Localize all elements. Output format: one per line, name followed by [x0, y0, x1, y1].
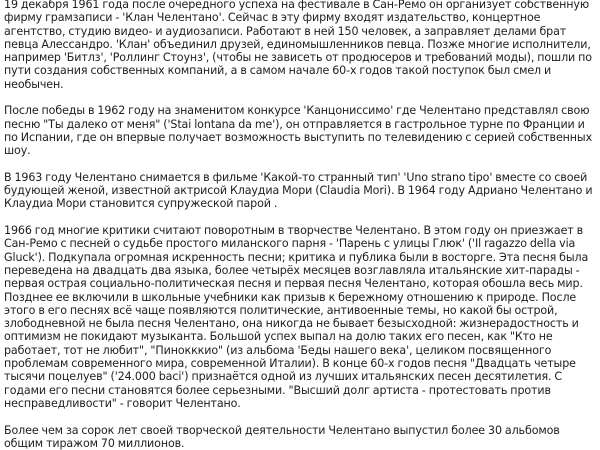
paragraph-film-and-marriage: В 1963 году Челентано снимается в фильме 'Какой-то странный тип' 'Uno strano tipo' вместе со своей будующей женой, известной актрисой Клаудиа Мори (Claudia Mori). В 1964 году Адриано Челентано и Клаудиа Мори становится супружеской парой .	[4, 171, 598, 211]
paragraph-discography-summary: Более чем за сорок лет своей творческой деятельности Челентано выпустил более 30 альбомов общим тиражом 70 миллионов.	[4, 424, 598, 450]
paragraph-1966-turning-point: 1966 год многие критики считают поворотным в творчестве Челентано. В этом году он приезжает в Сан-Ремо с песней о судьбе простого миланского парня - 'Парень с улицы Глюк' ('Il ragazzo della via Gluck'). Подкупала огромная искренность песни; критика и публика были в восторге. Эта песня была переведена на двадцать два языка, более четырёх месяцев возглавляла итальянские хит-парады - первая острая социально-политическая песня и первая песня Челентано, которая обошла весь мир. Позднее ее включили в школьные учебники как призыв к бережному отношению к природе. После этого в его песнях всё чаще появляются политические, антивоенные темы, но какой бы острой, злободневной не была песня Челентано, она никогда не бывает безысходной: жизнерадостность и оптимизм не покидают музыканта. Большой успех выпал на долю таких его песен, как "Кто не работает, тот не любит", "Пинокккио" (из альбома 'Беды нашего века', целиком посвященного проблемам современного мира, современной Италии). В конце 60-х годов песня "Двадцать четыре тысячи поцелуев" ('24.000 baci') признаётся одной из лучших итальянских песен десятилетия. С годами его песни становятся более серьезными. "Высший долг артиста - протестовать против несправедливости" - говорит Челентано.	[4, 224, 598, 410]
paragraph-cantonissimo-victory: После победы в 1962 году на знаменитом конкурсе 'Канцониссимо' где Челентано представлял свою песню "Ты далеко от меня" ('Stai lontana da me'), он отправляется в гастрольное турне по Франции и по Испании, где он впервые получает возможность выступить по телевидению с серией собственных шоу.	[4, 104, 598, 157]
paragraph-clan-founding: 19 декабря 1961 года после очередного успеха на фестивале в Сан-Ремо он организует собственную фирму грамзаписи - 'Клан Челентано'. Сейчас в эту фирму входят издательство, концертное агентство, студию видео- и аудиозаписи. Работают в ней 150 человек, а заправляет делами брат певца Алессандро. 'Клан' объединил друзей, единомышленников певца. Позже многие исполнители, например 'Битлз', 'Роллинг Стоунз', (чтобы не зависеть от продюсеров и требований моды), пошли по пути создания собственных компаний, а в самом начале 60-х годов такой поступок был смел и необычен.	[4, 0, 598, 91]
